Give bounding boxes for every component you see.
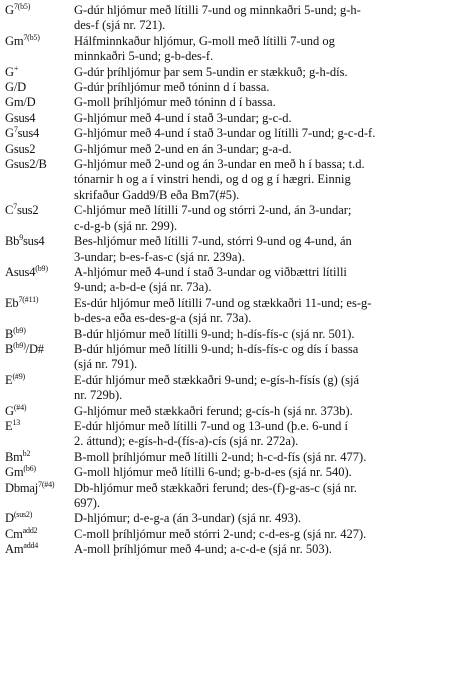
description-line: (sjá nr. 791).	[74, 357, 138, 372]
chord-symbol-superscript: (b9)	[13, 340, 26, 350]
chord-symbol-text: Gm/D	[5, 95, 36, 110]
glossary-entry	[0, 481, 453, 512]
chord-symbol-text: sus4	[17, 126, 40, 141]
chord-symbol-superscript: (b9)	[35, 263, 48, 273]
chord-symbol	[0, 203, 74, 218]
chord-symbol-text: Dbmaj	[5, 480, 39, 495]
chord-description	[74, 80, 449, 95]
description-line: A-hljómur með 4-und í stað 3-undar og viðbættri lítilli	[74, 264, 347, 279]
chord-symbol-superscript: 7(b5)	[13, 2, 31, 11]
chord-description	[74, 65, 449, 80]
chord-symbol-text: Asus4	[5, 264, 36, 279]
description-line: b-des-a eða es-des-g-a (sjá nr. 73a).	[74, 311, 252, 326]
glossary-entry	[0, 126, 453, 141]
description-line: 9-und; a-b-d-e (sjá nr. 73a).	[74, 280, 212, 295]
glossary-entry	[0, 404, 453, 419]
chord-symbol-superscript: 7	[13, 202, 17, 212]
glossary-entry	[0, 3, 453, 34]
chord-description	[74, 342, 449, 373]
chord-symbol	[0, 126, 74, 141]
description-line: 2. áttund); e-gís-h-d-(fís-a)-cís (sjá nr. 272a).	[74, 434, 299, 449]
description-line: G-dúr þríhljómur þar sem 5-undin er stækkuð; g-h-dís.	[74, 64, 348, 79]
chord-symbol	[0, 157, 74, 172]
chord-symbol-superscript: 13	[12, 417, 21, 427]
chord-symbol	[0, 481, 74, 496]
description-line: E-dúr hljómur með lítilli 7-und og 13-und (þ.e. 6-und í	[74, 418, 348, 433]
chord-symbol	[0, 34, 74, 49]
chord-symbol-text: E	[5, 418, 13, 433]
chord-symbol-superscript: (sus2)	[13, 510, 33, 520]
description-line: tónarnir h og a í vinstri hendi, og d og g í hægri. Einnig	[74, 172, 351, 187]
chord-symbol-superscript: (#4)	[13, 402, 27, 412]
chord-description	[74, 419, 449, 450]
chord-symbol	[0, 95, 74, 110]
chord-description	[74, 95, 449, 110]
chord-symbol-superscript: 7(#11)	[18, 294, 39, 304]
chord-description	[74, 34, 449, 65]
glossary-entry	[0, 95, 453, 110]
chord-symbol	[0, 542, 74, 557]
chord-symbol	[0, 404, 74, 419]
chord-symbol-text: G	[5, 126, 14, 141]
glossary-entry	[0, 65, 453, 80]
glossary-entry	[0, 419, 453, 450]
description-line: E-dúr hljómur með stækkaðri 9-und; e-gís-h-físís (g) (sjá	[74, 372, 360, 387]
description-line: B-moll þríhljómur með lítilli 2-und; h-c-d-fís (sjá nr. 477).	[74, 449, 367, 464]
chord-symbol-superscript: (#9)	[12, 371, 25, 381]
chord-symbol	[0, 80, 74, 95]
description-line: 3-undar; b-es-f-as-c (sjá nr. 239a).	[74, 249, 245, 264]
description-line: A-moll þríhljómur með 4-und; a-c-d-e (sjá nr. 503).	[74, 542, 332, 557]
chord-symbol-text: Gsus2/B	[5, 157, 47, 172]
chord-symbol-text: C	[5, 203, 14, 218]
chord-symbol-text: D	[5, 511, 14, 526]
chord-description	[74, 111, 449, 126]
glossary-entry	[0, 80, 453, 95]
chord-symbol-text: sus2	[16, 203, 39, 218]
chord-description	[74, 327, 449, 342]
description-line: minnkaðri 5-und; g-b-des-f.	[74, 49, 214, 64]
glossary-entry	[0, 373, 453, 404]
chord-symbol	[0, 142, 74, 157]
chord-description	[74, 126, 449, 141]
chord-symbol	[0, 296, 74, 311]
chord-description	[74, 450, 449, 465]
chord-symbol-text: Bb	[5, 234, 20, 249]
chord-symbol-superscript: 7	[13, 125, 18, 135]
description-line: D-hljómur; d-e-g-a (án 3-undar) (sjá nr. 493).	[74, 511, 302, 526]
chord-symbol	[0, 419, 74, 434]
description-line: c-d-g-b (sjá nr. 299).	[74, 218, 178, 233]
chord-symbol	[0, 373, 74, 388]
chord-symbol-text: Bm	[5, 449, 23, 464]
chord-description	[74, 265, 449, 296]
chord-description	[74, 234, 449, 265]
chord-description	[74, 157, 449, 203]
chord-description	[74, 465, 449, 480]
description-line: C-hljómur með lítilli 7-und og stórri 2-und, án 3-undar;	[74, 203, 352, 218]
chord-symbol-text: Cm	[5, 526, 23, 541]
chord-symbol	[0, 327, 74, 342]
chord-symbol-text: G	[5, 64, 14, 79]
glossary-entry	[0, 450, 453, 465]
glossary-entry	[0, 142, 453, 157]
chord-description	[74, 3, 449, 34]
description-line: G-hljómur með 2-und og án 3-undar en með h í bassa; t.d.	[74, 157, 365, 172]
description-line: Hálfminnkaður hljómur, G-moll með lítilli 7-und og	[74, 33, 335, 48]
chord-symbol-superscript: 9	[19, 233, 23, 243]
chord-symbol	[0, 65, 74, 80]
description-line: G-dúr hljómur með lítilli 7-und og minnkaðri 5-und; g-h-	[74, 3, 361, 17]
chord-symbol	[0, 111, 74, 126]
description-line: C-moll þríhljómur með stórri 2-und; c-d-es-g (sjá nr. 427).	[74, 526, 367, 541]
chord-symbol-text: G/D	[5, 80, 26, 95]
chord-symbol-superscript: b2	[22, 448, 31, 458]
chord-symbol-text: B	[5, 326, 14, 341]
chord-description	[74, 481, 449, 512]
chord-symbol-superscript: 7(b5)	[23, 32, 40, 42]
description-line: nr. 729b).	[74, 388, 123, 403]
chord-description	[74, 296, 449, 327]
glossary-entry	[0, 511, 453, 526]
description-line: skrifaður Gadd9/B eða Bm7(#5).	[74, 187, 240, 202]
chord-symbol-superscript: add4	[23, 541, 39, 551]
chord-description	[74, 404, 449, 419]
chord-description	[74, 142, 449, 157]
chord-symbol	[0, 3, 74, 18]
chord-symbol	[0, 527, 74, 542]
chord-symbol	[0, 265, 74, 280]
glossary-entry	[0, 527, 453, 542]
description-line: G-dúr þríhljómur með tóninn d í bassa.	[74, 80, 270, 95]
glossary-entry	[0, 342, 453, 373]
chord-symbol-text: G	[5, 403, 14, 418]
glossary-entry	[0, 234, 453, 265]
description-line: G-hljómur með 4-und í stað 3-undar og lítilli 7-und; g-c-d-f.	[74, 126, 376, 141]
chord-symbol-text: G	[5, 3, 14, 17]
chord-symbol-superscript: (b6)	[23, 464, 36, 474]
description-line: Es-dúr hljómur með lítilli 7-und og stækkaðri 11-und; es-g-	[74, 295, 372, 310]
glossary-entry	[0, 265, 453, 296]
glossary-entry	[0, 296, 453, 327]
description-line: G-hljómur með 4-und í stað 3-undar; g-c-d.	[74, 110, 292, 125]
chord-symbol	[0, 511, 74, 526]
description-line: G-hljómur með stækkaðri ferund; g-cís-h (sjá nr. 373b).	[74, 403, 353, 418]
glossary-entry	[0, 327, 453, 342]
description-line: G-hljómur með 2-und en án 3-undar; g-a-d.	[74, 141, 292, 156]
chord-symbol-text: sus4	[23, 234, 45, 249]
chord-symbol-superscript: (b9)	[13, 325, 26, 335]
description-line: Bes-hljómur með lítilli 7-und, stórri 9-und og 4-und, án	[74, 234, 352, 249]
glossary-entry	[0, 157, 453, 203]
chord-symbol-text: Am	[5, 542, 24, 557]
chord-symbol	[0, 450, 74, 465]
description-line: Db-hljómur með stækkaðri ferund; des-(f)-g-as-c (sjá nr.	[74, 480, 357, 495]
chord-symbol-text: Gm	[5, 465, 24, 480]
chord-symbol	[0, 465, 74, 480]
chord-symbol-text: /D#	[25, 341, 44, 356]
chord-symbol-text: Eb	[5, 295, 19, 310]
chord-symbol-text: E	[5, 372, 13, 387]
chord-symbol-text: B	[5, 341, 14, 356]
glossary-entry	[0, 111, 453, 126]
chord-description	[74, 511, 449, 526]
chord-symbol-superscript: +	[13, 63, 19, 73]
description-line: G-moll þríhljómur með tóninn d í bassa.	[74, 95, 276, 110]
chord-symbol	[0, 234, 74, 249]
chord-description	[74, 203, 449, 234]
description-line: B-dúr hljómur með lítilli 9-und; h-dís-fís-c og dís í bassa	[74, 341, 359, 356]
description-line: 697).	[74, 496, 101, 510]
glossary-entry	[0, 203, 453, 234]
description-line: B-dúr hljómur með lítilli 9-und; h-dís-fís-c (sjá nr. 501).	[74, 326, 355, 341]
chord-description	[74, 373, 449, 404]
chord-description	[74, 542, 449, 557]
description-line: G-moll hljómur með lítilli 6-und; g-b-d-es (sjá nr. 540).	[74, 465, 352, 480]
glossary-entry	[0, 542, 453, 557]
chord-symbol-text: Gm	[5, 33, 24, 48]
chord-symbol-text: Gsus2	[5, 141, 36, 156]
chord-symbol-text: Gsus4	[5, 110, 36, 125]
chord-symbol	[0, 342, 74, 357]
chord-description	[74, 527, 449, 542]
chord-symbol-superscript: 7(#4)	[38, 479, 55, 489]
description-line: des-f (sjá nr. 721).	[74, 18, 166, 33]
chord-symbol-superscript: add2	[22, 525, 38, 535]
glossary-entry	[0, 465, 453, 480]
glossary-entry	[0, 34, 453, 65]
